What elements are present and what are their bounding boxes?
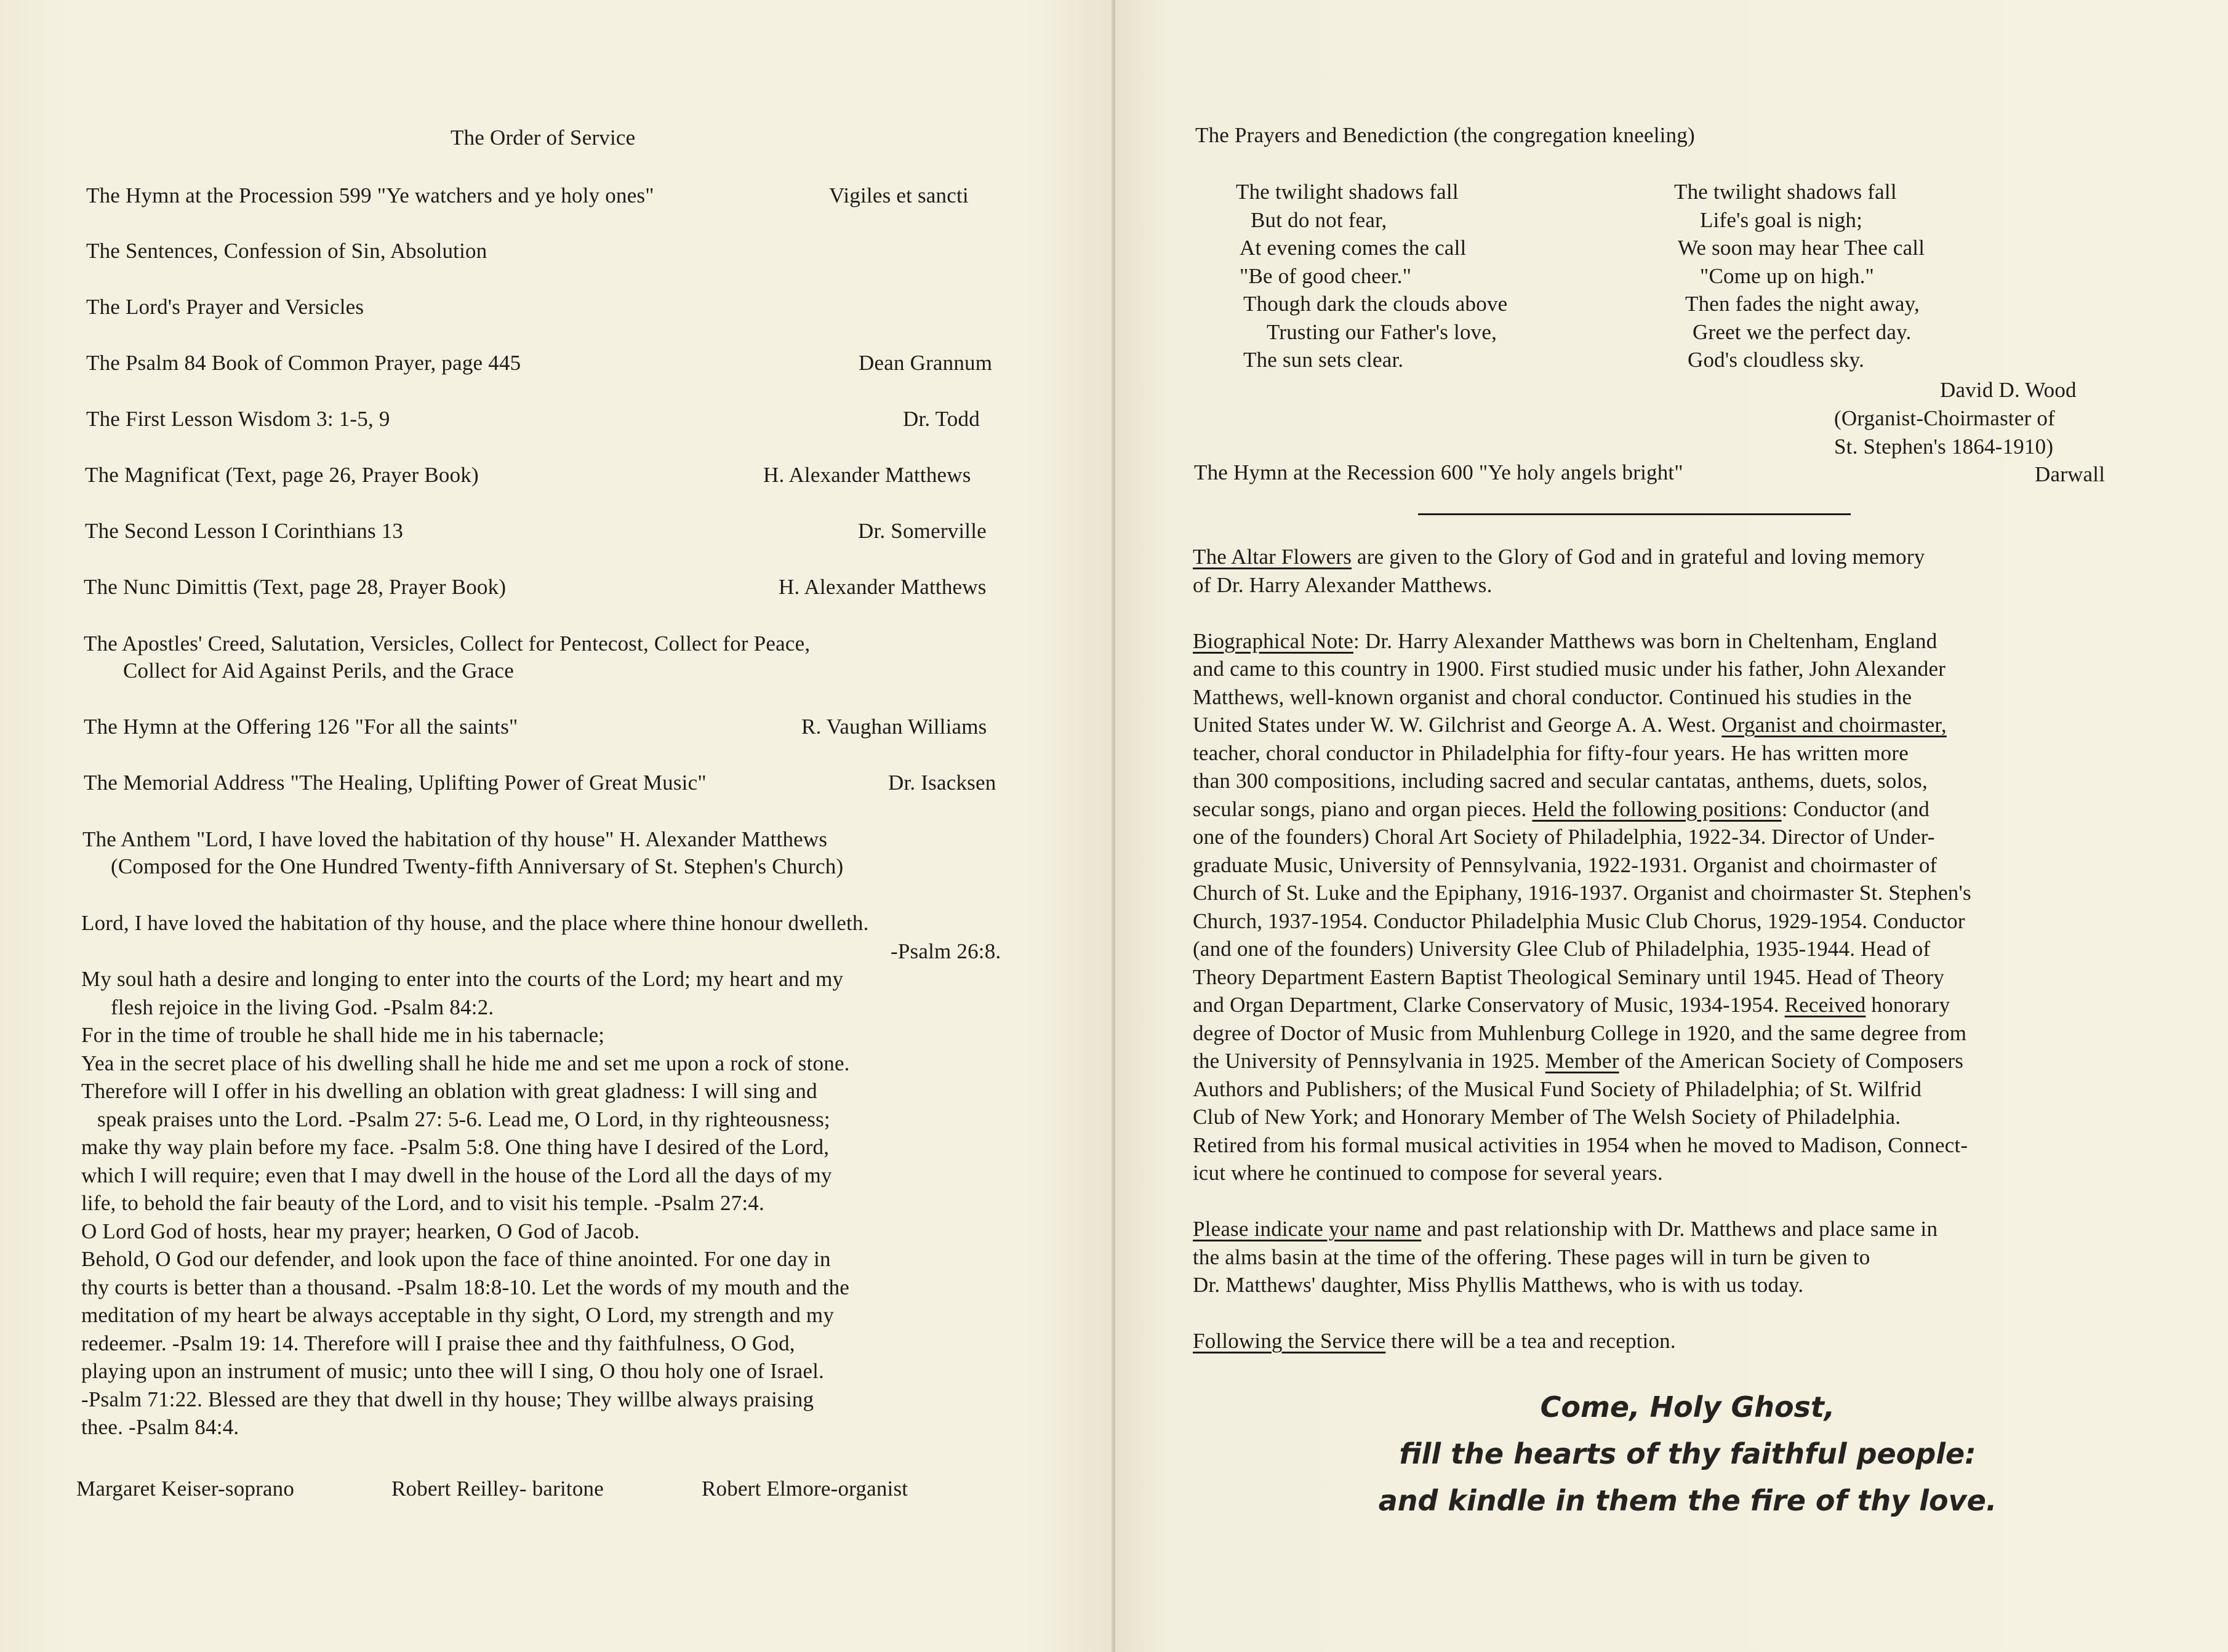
following-label: Following the Service	[1193, 1329, 1386, 1353]
verse-line: The twilight shadows fall	[1674, 180, 1897, 204]
psalm-item: The Psalm 84 Book of Common Prayer, page 445	[86, 351, 521, 375]
altar-flowers-line2: of Dr. Harry Alexander Matthews.	[1193, 572, 1493, 597]
creed-item-line1: The Apostles' Creed, Salutation, Versicles, Collect for Pentecost, Collect for Peace,	[84, 632, 811, 656]
procession-tune: Vigiles et sancti	[829, 183, 969, 207]
verse-line: At evening comes the call	[1240, 236, 1467, 260]
order-of-service-title: The Order of Service	[451, 126, 636, 150]
bio-line: Matthews, well-known organist and choral conductor. Continued his studies in the	[1193, 684, 1912, 709]
anthem-text-line: playing upon an instrument of music; unto thee will I sing, O thou holy one of Israel.	[81, 1359, 825, 1383]
bio-line: Theory Department Eastern Baptist Theological Seminary until 1945. Head of Theory	[1193, 964, 1945, 989]
first-lesson-reader: Dr. Todd	[903, 407, 980, 431]
indicate-label: Please indicate your name	[1193, 1217, 1422, 1241]
anthem-text-line: For in the time of trouble he shall hide me in his tabernacle;	[81, 1023, 605, 1047]
bio-line: (and one of the founders) University Glee Club of Philadelphia, 1935-1944. Head of	[1193, 937, 1931, 961]
right-page	[1115, 0, 2228, 1652]
verse-line: Life's goal is nigh;	[1700, 207, 1863, 232]
anthem-text-line: Behold, O God our defender, and look upon the face of thine anointed. For one day in	[81, 1247, 831, 1271]
anthem-text-line: life, to behold the fair beauty of the Lord, and to visit his temple. -Psalm 27:4.	[81, 1191, 764, 1215]
anthem-text-line: -Psalm 26:8.	[891, 939, 1001, 963]
prayers-benediction: The Prayers and Benediction (the congregation kneeling)	[1195, 123, 1695, 147]
notes-block	[1193, 543, 1971, 1355]
memorial-address: The Memorial Address "The Healing, Uplifting Power of Great Music"	[84, 771, 707, 795]
bio-line: Retired from his formal musical activities in 1954 when he moved to Madison, Connect-	[1193, 1133, 1968, 1157]
closing-line: and kindle in them the fire of thy love.	[1378, 1484, 1997, 1517]
psalm-reader: Dean Grannum	[859, 351, 993, 375]
bio-line: Authors and Publishers; of the Musical Fund Society of Philadelphia; of St. Wilfrid	[1193, 1077, 1922, 1101]
verse-line: Greet we the perfect day.	[1693, 319, 1912, 344]
performer-organist: Robert Elmore-organist	[702, 1477, 908, 1501]
verse-line: The twilight shadows fall	[1236, 180, 1459, 204]
second-lesson-item: The Second Lesson I Corinthians 13	[85, 519, 404, 543]
anthem-text-line: meditation of my heart be always acceptable in thy sight, O Lord, my strength and my	[81, 1303, 835, 1327]
verse-line: Then fades the night away,	[1685, 292, 1920, 316]
anthem-text	[81, 909, 1001, 1441]
bio-line: Church, 1937-1954. Conductor Philadelphia Music Club Chorus, 1929-1954. Conductor	[1193, 908, 1965, 933]
anthem-text-line: Lord, I have loved the habitation of thy house, and the place where thine honour dwelleth.	[81, 911, 869, 935]
anthem-text-line: O Lord God of hosts, hear my prayer; hearken, O God of Jacob.	[81, 1219, 640, 1243]
verse-line: Though dark the clouds above	[1243, 292, 1508, 316]
closing-line: Come, Holy Ghost,	[1540, 1390, 1835, 1424]
bio-line: secular songs, piano and organ pieces. Held the following positions: Conductor (and	[1193, 796, 1929, 821]
procession-hymn: The Hymn at the Procession 599 "Ye watchers and ye holy ones"	[86, 183, 654, 207]
offering-composer: R. Vaughan Williams	[801, 715, 987, 739]
verse-line: We soon may hear Thee call	[1678, 236, 1925, 260]
bio-line: Club of New York; and Honorary Member of The Welsh Society of Philadelphia.	[1193, 1105, 1901, 1129]
closing-line: fill the hearts of thy faithful people:	[1399, 1437, 1976, 1470]
bio-label: Biographical Note	[1193, 628, 1353, 653]
altar-flowers-label: The Altar Flowers	[1193, 545, 1352, 569]
bio-line: Biographical Note: Dr. Harry Alexander Matthews was born in Cheltenham, England	[1193, 628, 1937, 653]
recession-hymn: The Hymn at the Recession 600 "Ye holy angels bright"	[1194, 460, 1683, 484]
following-line: Following the Service there will be a tea and reception.	[1193, 1329, 1676, 1353]
verse-line: God's cloudless sky.	[1688, 348, 1865, 372]
first-lesson-item: The First Lesson Wisdom 3: 1-5, 9	[86, 407, 390, 431]
anthem-text-line: redeemer. -Psalm 19: 14. Therefore will I praise thee and thy faithfulness, O God,	[81, 1331, 795, 1355]
bio-line: icut where he continued to compose for several years.	[1193, 1161, 1663, 1185]
sentences-item: The Sentences, Confession of Sin, Absolution	[86, 239, 487, 263]
anthem-text-line: Therefore will I offer in his dwelling an oblation with great gladness: I will sing and	[81, 1079, 817, 1103]
closing-prayer	[1331, 1384, 2045, 1524]
hymn-verse-left	[1236, 178, 1507, 374]
anthem-text-line: which I will require; even that I may dwell in the house of the Lord all the days of my	[81, 1163, 832, 1187]
verse-line: "Be of good cheer."	[1240, 263, 1412, 288]
nunc-dimittis-item: The Nunc Dimittis (Text, page 28, Prayer Book)	[84, 575, 507, 599]
verse-line: But do not fear,	[1251, 207, 1387, 232]
anthem-text-line: thee. -Psalm 84:4.	[81, 1415, 239, 1439]
bio-line: degree of Doctor of Music from Muhlenburg College in 1920, and the same degree from	[1193, 1020, 1967, 1045]
verse-line: Trusting our Father's love,	[1267, 319, 1497, 344]
creed-item-line2: Collect for Aid Against Perils, and the Grace	[123, 659, 514, 683]
verse-author-church: St. Stephen's 1864-1910)	[1834, 435, 2054, 459]
bio-line: one of the founders) Choral Art Society of Philadelphia, 1922-34. Director of Under-	[1193, 825, 1935, 849]
performer-baritone: Robert Reilley- baritone	[391, 1477, 604, 1501]
indicate-line: Dr. Matthews' daughter, Miss Phyllis Matthews, who is with us today.	[1193, 1273, 1804, 1297]
section-divider	[1418, 513, 1851, 515]
bio-line: teacher, choral conductor in Philadelphia for fifty-four years. He has written more	[1193, 740, 1909, 765]
anthem-text-line: flesh rejoice in the living God. -Psalm 84:2.	[111, 995, 494, 1019]
bio-line: Church of St. Luke and the Epiphany, 1916-1937. Organist and choirmaster St. Stephen's	[1193, 881, 1971, 905]
indicate-line: the alms basin at the time of the offering. These pages will in turn be given to	[1193, 1245, 1870, 1269]
magnificat-item: The Magnificat (Text, page 26, Prayer Book)	[85, 463, 479, 487]
bio-line: and Organ Department, Clarke Conservatory of Music, 1934-1954. Received honorary	[1193, 993, 1950, 1017]
recession-tune: Darwall	[2035, 462, 2106, 486]
memorial-speaker: Dr. Isacksen	[888, 771, 996, 795]
verse-author-name: David D. Wood	[1940, 378, 2077, 402]
bio-line: than 300 compositions, including sacred and secular cantatas, anthems, duets, solos,	[1193, 769, 1928, 793]
anthem-text-line: speak praises unto the Lord. -Psalm 27: 5-6. Lead me, O Lord, in thy righteousness;	[97, 1107, 830, 1131]
anthem-item-line2: (Composed for the One Hundred Twenty-fifth Anniversary of St. Stephen's Church)	[111, 854, 844, 878]
anthem-text-line: Yea in the secret place of his dwelling shall he hide me and set me upon a rock of stone.	[81, 1051, 850, 1075]
hymn-verse-right	[1674, 178, 1925, 374]
lords-prayer-item: The Lord's Prayer and Versicles	[86, 295, 364, 319]
bio-line: United States under W. W. Gilchrist and George A. A. West. Organist and choirmaster,	[1193, 713, 1947, 737]
offering-hymn: The Hymn at the Offering 126 "For all the saints"	[84, 715, 518, 739]
anthem-text-line: -Psalm 71:22. Blessed are they that dwell in thy house; They willbe always praising	[81, 1387, 814, 1411]
verse-author-role: (Organist-Choirmaster of	[1834, 406, 2055, 430]
verse-line: "Come up on high."	[1700, 263, 1875, 288]
bio-line: the University of Pennsylvania in 1925. Member of the American Society of Composers	[1193, 1049, 1964, 1073]
bio-line: graduate Music, University of Pennsylvania, 1922-1931. Organist and choirmaster of	[1193, 852, 1937, 877]
anthem-item-line1: The Anthem "Lord, I have loved the habitation of thy house" H. Alexander Matthews	[82, 827, 828, 851]
altar-flowers-line1: The Altar Flowers are given to the Glory of God and in grateful and loving memory	[1193, 545, 1925, 569]
anthem-text-line: My soul hath a desire and longing to enter into the courts of the Lord; my heart and my	[81, 967, 844, 991]
second-lesson-reader: Dr. Somerville	[858, 519, 987, 543]
bio-line: and came to this country in 1900. First studied music under his father, John Alexander	[1193, 657, 1946, 681]
performer-soprano: Margaret Keiser-soprano	[76, 1477, 295, 1501]
nunc-dimittis-composer: H. Alexander Matthews	[779, 575, 987, 599]
indicate-line: Please indicate your name and past relationship with Dr. Matthews and place same in	[1193, 1217, 1938, 1241]
magnificat-composer: H. Alexander Matthews	[763, 463, 971, 487]
anthem-text-line: thy courts is better than a thousand. -Psalm 18:8-10. Let the words of my mouth and the	[81, 1275, 850, 1299]
verse-line: The sun sets clear.	[1243, 348, 1404, 372]
anthem-text-line: make thy way plain before my face. -Psalm 5:8. One thing have I desired of the Lord,	[81, 1135, 830, 1159]
